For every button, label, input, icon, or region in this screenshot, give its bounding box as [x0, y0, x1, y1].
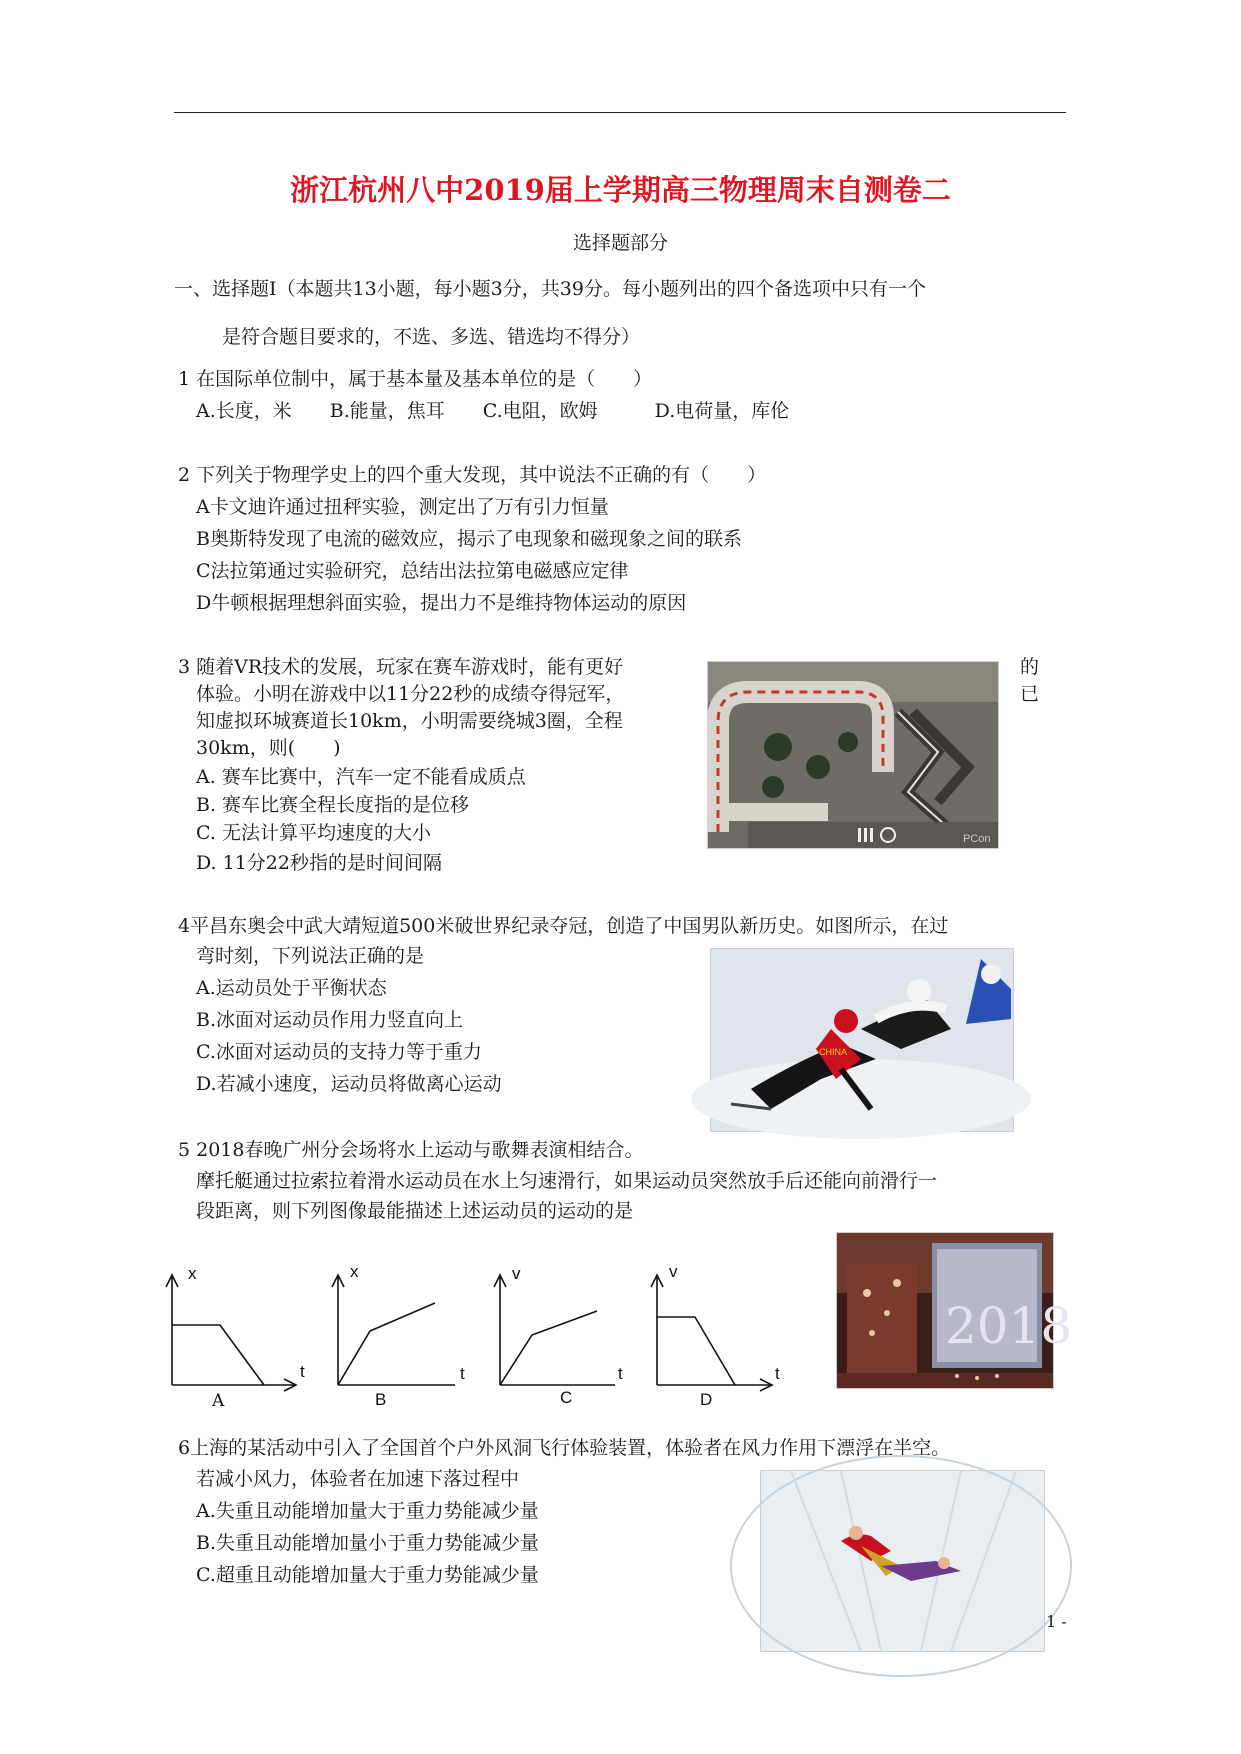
q6-option-a: A.失重且动能增加量大于重力势能减少量 [196, 1500, 539, 1522]
q2-option-d: D牛顿根据理想斜面实验，提出力不是维持物体运动的原因 [196, 592, 687, 614]
graph-d-y-label: v [669, 1262, 678, 1281]
graph-d-x-label: t [775, 1364, 780, 1383]
gala-stage-image [836, 1232, 1073, 1389]
q4-option-a: A.运动员处于平衡状态 [196, 977, 387, 999]
graph-b-x-label: t [460, 1364, 465, 1383]
q4-option-b: B.冰面对运动员作用力竖直向上 [196, 1009, 464, 1031]
graph-b-axes [338, 1277, 455, 1385]
q3-line1-end: 的 [1020, 656, 1040, 678]
suit-text: CHINA [819, 1047, 848, 1057]
graph-c-y-label: v [512, 1264, 521, 1283]
q3-option-c: C. 无法计算平均速度的大小 [196, 822, 431, 844]
q5-line1: 5 2018春晚广州分会场将水上运动与歌舞表演相结合。 [178, 1139, 644, 1161]
q1-stem: 1 在国际单位制中，属于基本量及基本单位的是（ ） [178, 368, 653, 390]
q5-line2: 摩托艇通过拉索拉着滑水运动员在水上匀速滑行，如果运动员突然放手后还能向前滑行一 [196, 1170, 938, 1192]
speed-skating-image [710, 948, 1014, 1132]
q6-option-c: C.超重且动能增加量大于重力势能减少量 [196, 1564, 539, 1586]
q4-line1: 4平昌东奥会中武大靖短道500米破世界纪录夺冠，创造了中国男队新历史。如图所示，在过 [178, 915, 949, 937]
graph-b-line [338, 1303, 435, 1385]
q5-line3: 段距离，则下列图像最能描述上述运动员的运动的是 [196, 1200, 634, 1222]
wind-tunnel-image [760, 1470, 1045, 1652]
stage-year-text: 2018 [945, 1297, 1073, 1355]
graph-c-line [500, 1311, 597, 1385]
q4-line2: 弯时刻，下列说法正确的是 [196, 945, 425, 967]
racetrack-image [707, 661, 999, 849]
graph-d-line [657, 1317, 735, 1385]
graph-a-axes [172, 1277, 295, 1385]
section-title: 选择题部分 [572, 232, 668, 254]
graph-a-label: A [212, 1391, 225, 1411]
page-number: 1 - [1046, 1612, 1067, 1631]
page-title: 浙江杭州八中2019届上学期高三物理周末自测卷二 [290, 173, 951, 207]
graph-a-x-label: t [300, 1362, 305, 1381]
q3-option-d: D. 11分22秒指的是时间间隔 [196, 852, 442, 874]
instructions-line1: 一、选择题Ⅰ（本题共13小题，每小题3分，共39分。每小题列出的四个备选项中只有一个 [174, 278, 926, 300]
q6-option-b: B.失重且动能增加量小于重力势能减少量 [196, 1532, 540, 1554]
header-rule [174, 112, 1066, 113]
graph-c-label: C [560, 1388, 573, 1407]
graph-b-y-label: x [350, 1262, 359, 1281]
q2-stem: 2 下列关于物理学史上的四个重大发现，其中说法不正确的有（ ） [178, 464, 767, 486]
q2-option-c: C法拉第通过实验研究，总结出法拉第电磁感应定律 [196, 560, 629, 582]
q4-option-c: C.冰面对运动员的支持力等于重力 [196, 1041, 482, 1063]
q3-option-b: B. 赛车比赛全程长度指的是位移 [196, 794, 470, 816]
graph-a-y-label: x [188, 1264, 197, 1283]
q3-line4: 30km，则( ) [196, 737, 341, 759]
graph-options [160, 1255, 825, 1411]
graph-c-x-label: t [618, 1364, 623, 1383]
q1-options: A.长度，米 B.能量，焦耳 C.电阻，欧姆 D.电荷量，库伦 [196, 400, 790, 422]
q3-line1: 3 随着VR技术的发展，玩家在赛车游戏时，能有更好 [178, 656, 624, 678]
graph-b-label: B [375, 1390, 387, 1409]
q2-option-a: A卡文迪许通过扭秤实验，测定出了万有引力恒量 [196, 496, 609, 518]
image-watermark: PCon [963, 833, 991, 845]
q3-line2-end: 已 [1020, 683, 1040, 705]
graph-d-axes [657, 1277, 770, 1385]
graph-d-label: D [700, 1390, 713, 1409]
q3-line2: 体验。小明在游戏中以11分22秒的成绩夺得冠军， [196, 683, 625, 705]
q3-option-a: A. 赛车比赛中，汽车一定不能看成质点 [196, 766, 526, 788]
q4-option-d: D.若减小速度，运动员将做离心运动 [196, 1073, 502, 1095]
graph-c-axes [500, 1277, 615, 1385]
q2-option-b: B奥斯特发现了电流的磁效应，揭示了电现象和磁现象之间的联系 [196, 528, 742, 550]
q3-line3: 知虚拟环城赛道长10km，小明需要绕城3圈，全程 [196, 710, 623, 732]
graph-a-line [172, 1325, 264, 1385]
q6-line2: 若减小风力，体验者在加速下落过程中 [196, 1468, 520, 1490]
instructions-line2: 是符合题目要求的，不选、多选、错选均不得分） [222, 326, 641, 348]
q6-line1: 6上海的某活动中引入了全国首个户外风洞飞行体验装置，体验者在风力作用下漂浮在半空。 [178, 1437, 951, 1459]
